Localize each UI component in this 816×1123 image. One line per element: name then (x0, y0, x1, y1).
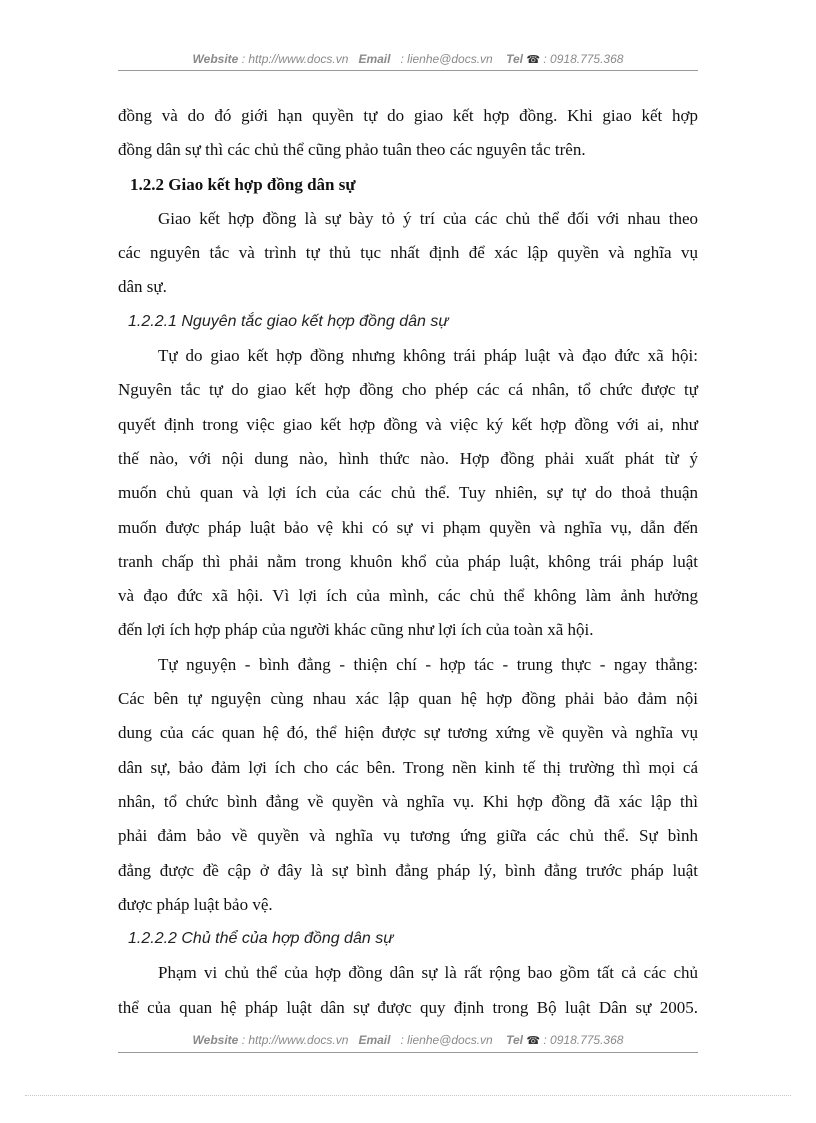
paragraph-line: các nguyên tắc và trình tự thủ tục nhất định để xác lập quyền và nghĩa vụ (118, 243, 698, 263)
paragraph-line: Tự do giao kết hợp đồng nhưng không trái pháp luật và đạo đức xã hội: (158, 346, 698, 366)
paragraph-line: đẳng được đề cập ở đây là sự bình đẳng pháp lý, bình đẳng trước pháp luật (118, 860, 698, 880)
paragraph-line: muốn chủ quan và lợi ích của các chủ thể. Tuy nhiên, sự tự do thoả thuận (118, 483, 698, 503)
paragraph-line: Tự nguyện - bình đẳng - thiện chí - hợp tác - trung thực - ngay thẳng: (158, 654, 698, 674)
page-footer (118, 1033, 698, 1047)
header-email-value[interactable]: : lienhe@docs.vn (400, 52, 493, 66)
document-body (118, 99, 698, 1025)
header-tel-value: : 0918.775.368 (543, 52, 624, 66)
paragraph-line: nhân, tổ chức bình đẳng về quyền và nghĩa vụ. Khi hợp đồng đã xác lập thì (118, 791, 698, 811)
paragraph-line: dân sự, bảo đảm lợi ích cho các bên. Trong nền kinh tế thị trường thì mọi cá (118, 757, 698, 777)
page-header (118, 52, 698, 66)
header-website-url[interactable]: : http://www.docs.vn (241, 52, 349, 66)
footer-email-label: Email (358, 1033, 391, 1047)
header-divider (118, 70, 698, 71)
section-heading-1-2-2: 1.2.2 Giao kết hợp đồng dân sự (130, 174, 356, 194)
paragraph-line: được pháp luật bảo vệ. (118, 894, 273, 914)
paragraph-line: và đạo đức xã hội. Vì lợi ích của mình, các chủ thể không làm ảnh hưởng (118, 586, 698, 606)
paragraph-line: dân sự. (118, 277, 167, 297)
footer-email-value[interactable]: : lienhe@docs.vn (400, 1033, 493, 1047)
paragraph-line: dung của các quan hệ đó, thể hiện được sự tương xứng về quyền và nghĩa vụ (118, 723, 698, 743)
phone-icon: ☎ (526, 1035, 541, 1047)
footer-divider (118, 1052, 698, 1053)
section-heading-1-2-2-1: 1.2.2.1 Nguyên tắc giao kết hợp đồng dân sự (128, 312, 449, 330)
paragraph-line: muốn được pháp luật bảo vệ khi có sự vi phạm quyền và nghĩa vụ, dẫn đến (118, 517, 698, 537)
paragraph-line: tranh chấp thì phải nằm trong khuôn khổ của pháp luật, không trái pháp luật (118, 551, 698, 571)
footer-tel-value: : 0918.775.368 (543, 1033, 624, 1047)
header-email-label: Email (358, 52, 391, 66)
paragraph-line: đến lợi ích hợp pháp của người khác cũng như lợi ích của toàn xã hội. (118, 620, 594, 640)
page-break-line (25, 1095, 791, 1096)
paragraph-line: Phạm vi chủ thể của hợp đồng dân sự là rất rộng bao gồm tất cả các chủ (158, 963, 698, 983)
paragraph-line: quyết định trong việc giao kết hợp đồng và việc ký kết hợp đồng với ai, như (118, 414, 698, 434)
paragraph-line: phải đảm bảo về quyền và nghĩa vụ tương ứng giữa các chủ thể. Sự bình (118, 826, 698, 846)
footer-tel-label: Tel (506, 1033, 523, 1047)
paragraph-line: thể của quan hệ pháp luật dân sự được quy định trong Bộ luật Dân sự 2005. (118, 997, 698, 1017)
footer-website-url[interactable]: : http://www.docs.vn (241, 1033, 349, 1047)
paragraph-line: Nguyên tắc tự do giao kết hợp đồng cho phép các cá nhân, tổ chức được tự (118, 380, 698, 400)
paragraph-line: đồng và do đó giới hạn quyền tự do giao kết hợp đồng. Khi giao kết hợp (118, 106, 698, 125)
section-heading-1-2-2-2: 1.2.2.2 Chủ thể của hợp đồng dân sự (128, 930, 394, 948)
phone-icon: ☎ (526, 54, 541, 66)
paragraph-line: Các bên tự nguyện cùng nhau xác lập quan hệ hợp đồng phải bảo đảm nội (118, 689, 698, 709)
header-website-label: Website (192, 52, 239, 66)
paragraph-line: thế nào, với nội dung nào, hình thức nào. Hợp đồng phải xuất phát từ ý (118, 448, 698, 468)
paragraph-line: Giao kết hợp đồng là sự bày tỏ ý trí của các chủ thể đối với nhau theo (158, 208, 698, 228)
paragraph-line: đồng dân sự thì các chủ thể cũng phảo tuân theo các nguyên tắc trên. (118, 140, 586, 160)
header-tel-label: Tel (506, 52, 523, 66)
footer-website-label: Website (192, 1033, 239, 1047)
